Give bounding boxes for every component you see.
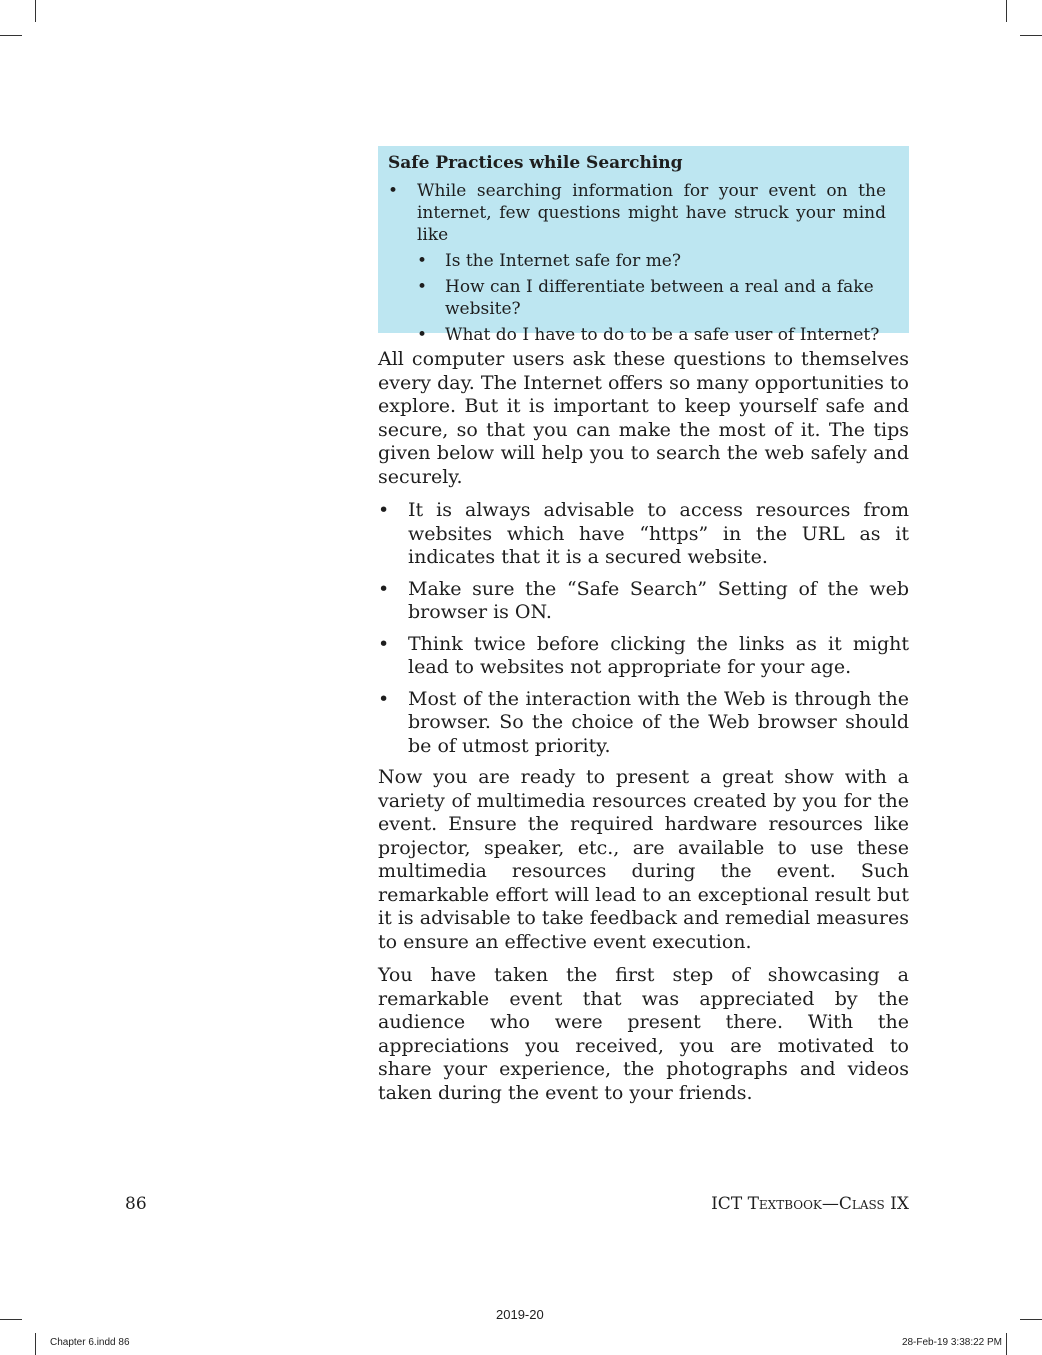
crop-mark (0, 1319, 22, 1320)
box-sub-bullet (388, 324, 886, 346)
safe-practices-box (378, 146, 909, 345)
box-sub-bullet-text: How can I differentiate between a real and a fake website? (445, 277, 874, 319)
tip-item (378, 499, 909, 570)
tip-item (378, 688, 909, 759)
file-slug: Chapter 6.indd 86 (50, 1337, 130, 1348)
tip-text: Think twice before clicking the links as it might lead to websites not appropriate for your age. (408, 632, 909, 678)
box-sub-bullet-text: What do I have to do to be a safe user of Internet? (445, 325, 880, 345)
box-title: Safe Practices while Searching (388, 153, 683, 173)
running-head-part: ICT (711, 1194, 743, 1214)
academic-year: 2019-20 (496, 1307, 544, 1322)
paragraph: All computer users ask these questions to themselves every day. The Internet offers so many opportunities to explore. But it is important to keep yourself safe and secure, so that you can make the most of it. The tips given below will help you to search the web safely and securely. (378, 348, 909, 488)
box-sub-bullet (388, 250, 886, 272)
running-head-part: Class (838, 1194, 885, 1214)
crop-mark (0, 35, 22, 36)
tip-item (378, 633, 909, 680)
running-head-part: Textbook (747, 1194, 822, 1214)
bullet-icon: • (417, 325, 428, 345)
tip-item (378, 578, 909, 625)
paragraph: You have taken the first step of showcasing a remarkable event that was appreciated by the audience who were present there. With the appreciations you received, you are motivated to share your experience, the photographs and videos taken during the event to your friends. (378, 964, 909, 1104)
bullet-icon: • (378, 577, 390, 600)
running-head-separator: — (821, 1194, 839, 1214)
bullet-icon: • (388, 181, 399, 201)
running-head (711, 1194, 909, 1214)
box-bullet (388, 180, 886, 246)
box-bullet-text: While searching information for your event on the internet, few questions might have struck your mind like (417, 181, 886, 245)
tip-text: Make sure the “Safe Search” Setting of the web browser is ON. (408, 577, 909, 623)
bullet-icon: • (417, 251, 428, 271)
box-sub-bullet-text: Is the Internet safe for me? (445, 251, 681, 271)
page-number: 86 (125, 1194, 147, 1214)
tip-text: Most of the interaction with the Web is through the browser. So the choice of the Web browser should be of utmost priority. (408, 687, 909, 757)
tip-text: It is always advisable to access resources from websites which have “https” in the URL as it indicates that it is a secured website. (408, 499, 909, 568)
crop-mark (1020, 1319, 1042, 1320)
crop-mark (1006, 0, 1007, 22)
running-head-part: IX (890, 1194, 909, 1214)
bullet-icon: • (378, 687, 390, 710)
crop-mark (1020, 35, 1042, 36)
crop-mark (1006, 1333, 1007, 1355)
bullet-icon: • (378, 632, 390, 655)
bullet-icon: • (378, 499, 390, 521)
paragraph: Now you are ready to present a great show with a variety of multimedia resources created by you for the event. Ensure the required hardware resources like projector, speaker, etc., are available to use these multimedia resources during the event. Such remarkable effort will lead to an exceptional result but it is advisable to take feedback and remedial measures to ensure an effective event execution. (378, 766, 909, 953)
main-content (378, 348, 909, 1115)
date-slug: 28-Feb-19 3:38:22 PM (901, 1337, 1002, 1348)
crop-mark (35, 0, 36, 22)
box-sub-bullet (388, 276, 886, 320)
crop-mark (35, 1333, 36, 1355)
bullet-icon: • (417, 277, 428, 297)
